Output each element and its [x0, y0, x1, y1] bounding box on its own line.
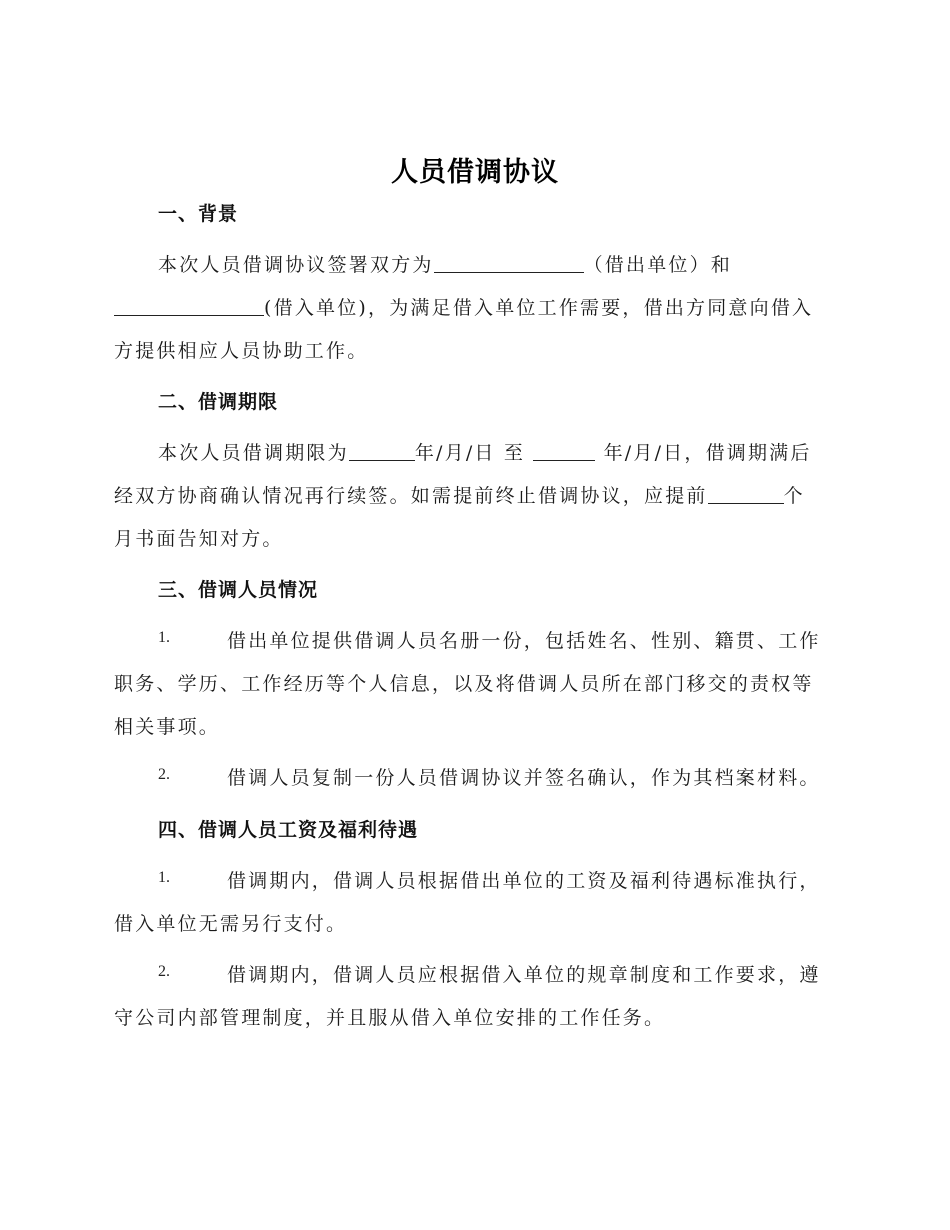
personnel-item-1-line-2: 职务、学历、工作经历等个人信息，以及将借调人员所在部门移交的责权等	[114, 673, 814, 695]
text-fragment: 年/月/日，借调期满后	[603, 442, 812, 464]
personnel-item-1-line-3: 相关事项。	[114, 716, 221, 738]
salary-item-2-line-1: 借调期内，借调人员应根据借入单位的规章制度和工作要求，遵	[227, 964, 821, 986]
background-line-3: 方提供相应人员协助工作。	[114, 340, 369, 362]
salary-item-2-line-2: 守公司内部管理制度，并且服从借入单位安排的工作任务。	[114, 1007, 666, 1029]
text-fragment: 经双方协商确认情况再行续签。如需提前终止借调协议，应提前	[114, 485, 708, 507]
section-heading-period: 二、借调期限	[158, 391, 279, 413]
list-number: 1.	[158, 629, 170, 646]
period-line-2	[114, 481, 805, 508]
background-line-2	[114, 293, 813, 320]
notice-months-blank	[708, 484, 784, 504]
document-title: 人员借调协议	[391, 157, 559, 188]
background-line-1	[158, 250, 732, 277]
section-heading-background: 一、背景	[158, 203, 239, 225]
lender-unit-blank	[434, 253, 584, 273]
borrower-unit-blank	[114, 296, 264, 316]
start-date-blank	[349, 441, 415, 461]
period-line-3: 月书面告知对方。	[114, 528, 284, 550]
section-heading-salary: 四、借调人员工资及福利待遇	[158, 819, 419, 841]
list-number: 1.	[158, 869, 170, 886]
salary-item-1-line-1: 借调期内，借调人员根据借出单位的工资及福利待遇标准执行，	[227, 870, 821, 892]
text-fragment: （借出单位）和	[583, 254, 733, 276]
personnel-item-2-line-1: 借调人员复制一份人员借调协议并签名确认，作为其档案材料。	[227, 767, 821, 789]
list-number: 2.	[158, 963, 170, 980]
list-number: 2.	[158, 766, 170, 783]
period-line-1	[158, 438, 812, 465]
section-heading-personnel: 三、借调人员情况	[158, 579, 319, 601]
text-fragment: 个	[783, 485, 805, 507]
text-fragment: 年/月/日 至	[414, 442, 526, 464]
text-fragment: (借入单位)，为满足借入单位工作需要，借出方同意向借入	[264, 297, 814, 319]
personnel-item-1-line-1: 借出单位提供借调人员名册一份，包括姓名、性别、籍贯、工作	[227, 630, 821, 652]
text-fragment: 本次人员借调协议签署双方为	[158, 254, 434, 276]
salary-item-1-line-2: 借入单位无需另行支付。	[114, 913, 348, 935]
end-date-blank	[533, 441, 595, 461]
text-fragment: 本次人员借调期限为	[158, 442, 349, 464]
